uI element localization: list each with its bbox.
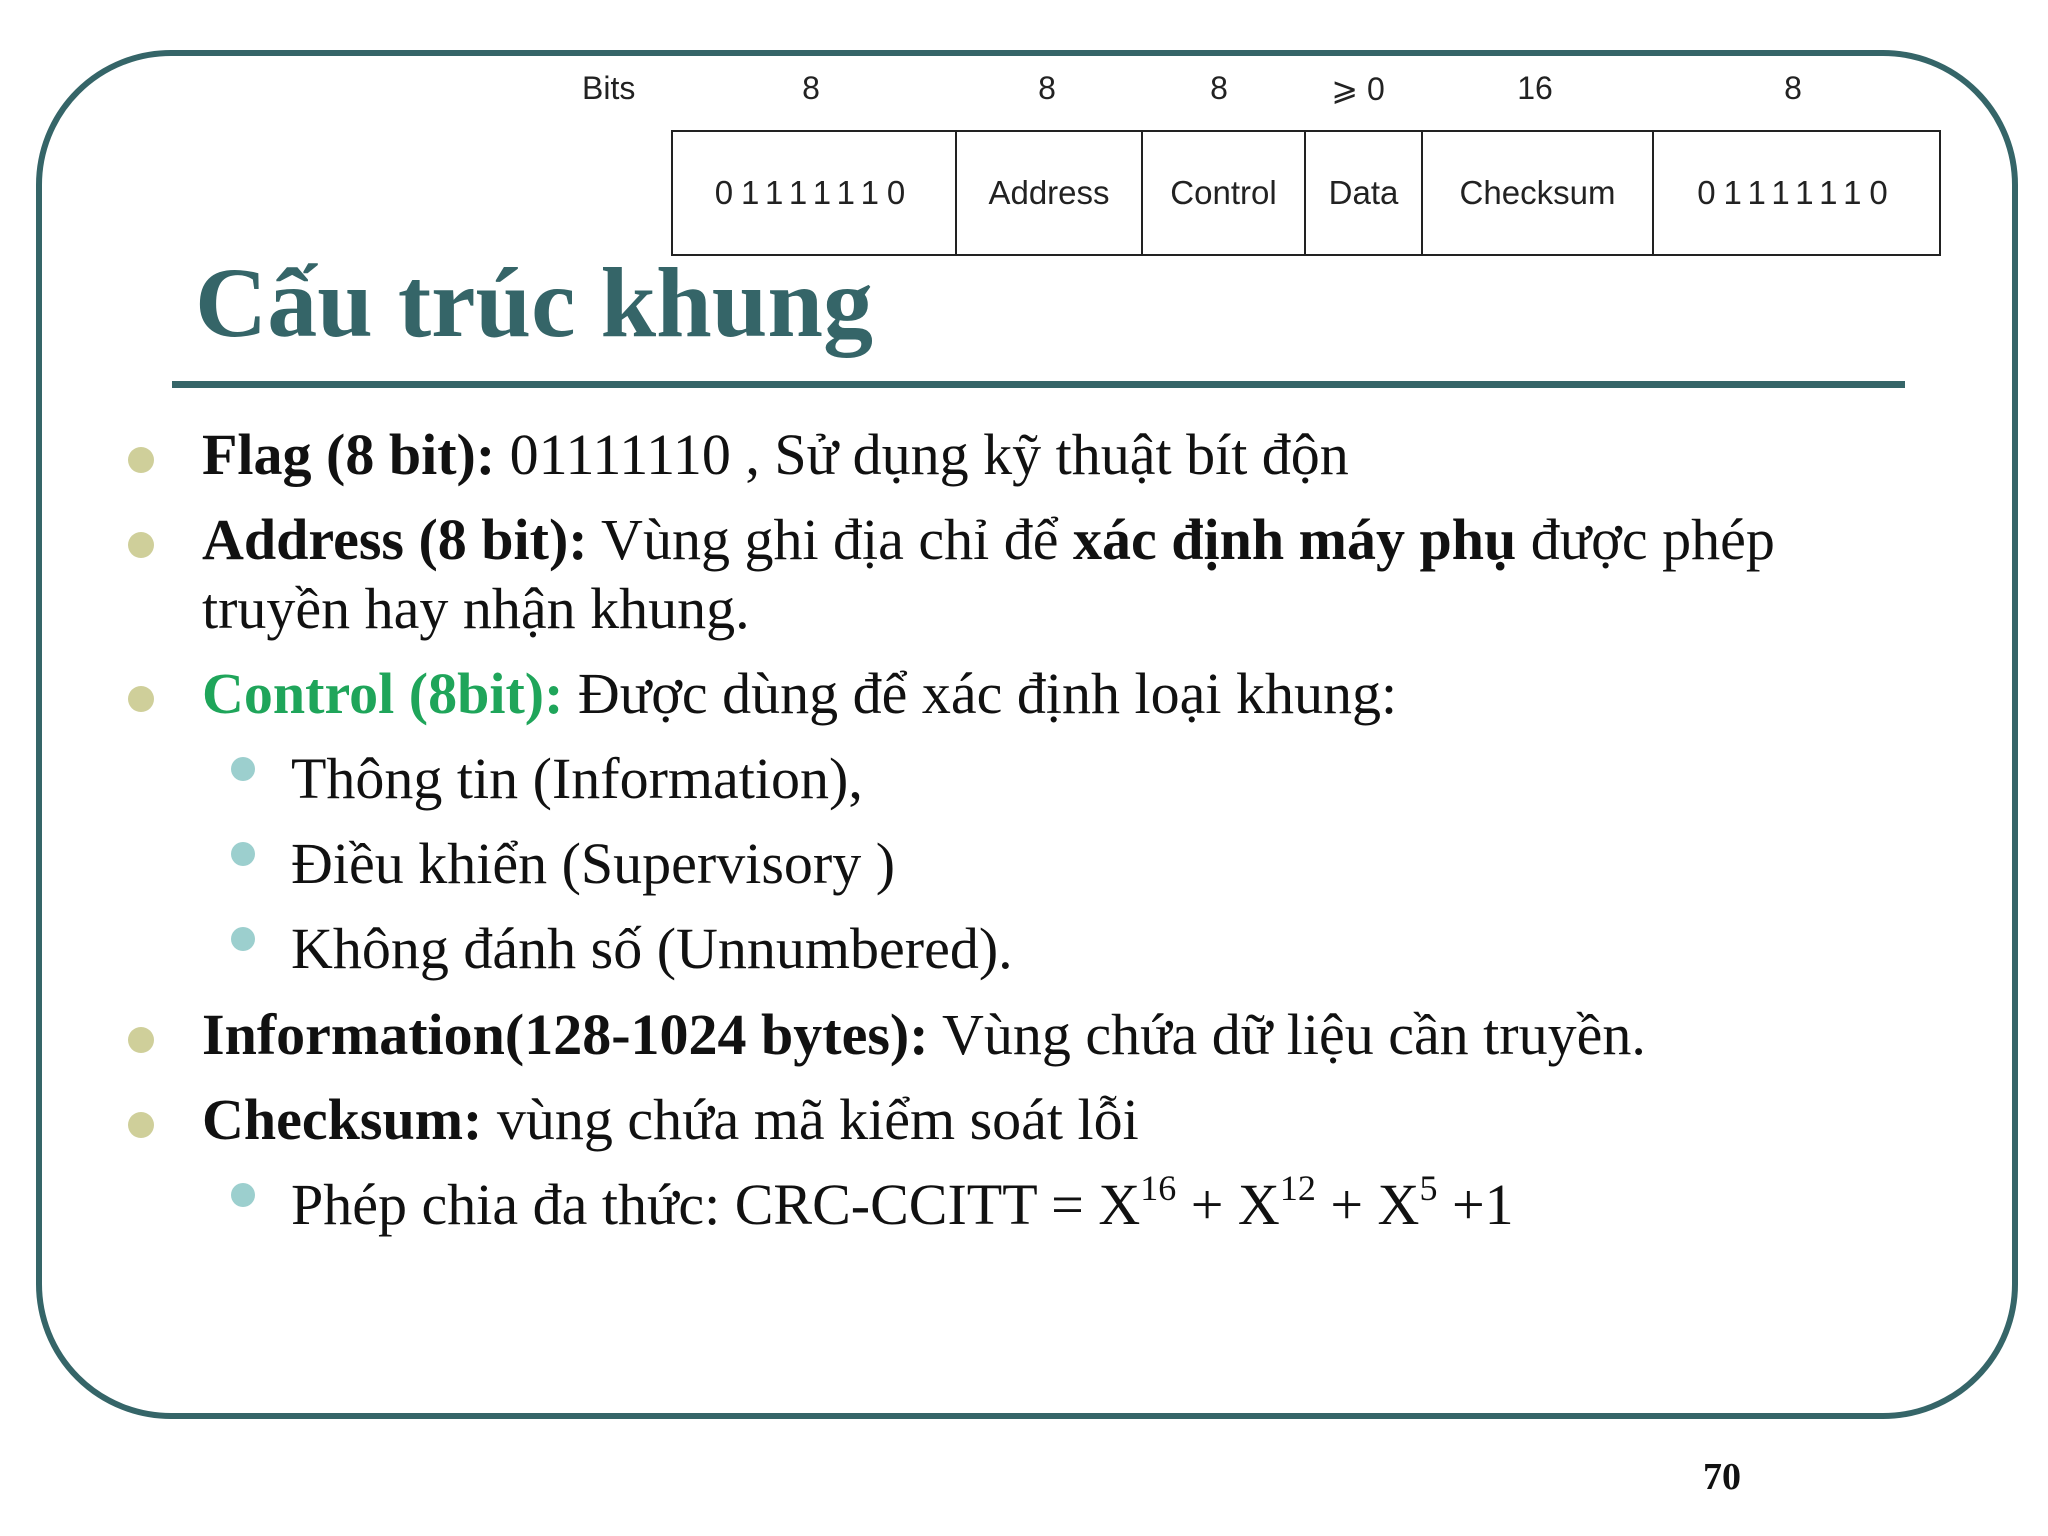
field-address: Address bbox=[957, 132, 1143, 254]
bits-data: ⩾ 0 bbox=[1331, 71, 1385, 107]
sub-bullet-unnumbered: Không đánh số (Unnumbered). bbox=[291, 916, 1013, 981]
bits-flag-start: 8 bbox=[802, 70, 820, 106]
bullet-dot bbox=[128, 1027, 154, 1053]
field-flag-end: 01111110 bbox=[1697, 174, 1896, 211]
bullet-label: Control (8bit): bbox=[202, 661, 564, 726]
bullet-label: Flag (8 bit): bbox=[202, 422, 496, 487]
sub-bullet-crc-formula bbox=[291, 1167, 1514, 1238]
bullet-dot bbox=[128, 1112, 154, 1138]
frame-structure-diagram bbox=[671, 130, 1941, 256]
bullet-checksum bbox=[202, 1087, 1139, 1153]
formula-prefix: Phép chia đa thức: CRC-CCITT = X bbox=[291, 1172, 1141, 1237]
bullet-text: vùng chứa mã kiểm soát lỗi bbox=[482, 1087, 1139, 1152]
bits-flag-end: 8 bbox=[1784, 70, 1802, 106]
bullet-dot bbox=[128, 686, 154, 712]
formula-term: + X bbox=[1315, 1172, 1420, 1237]
bullet-dot bbox=[128, 447, 154, 473]
formula-exponent: 5 bbox=[1419, 1167, 1438, 1208]
title-underline bbox=[172, 381, 1905, 388]
bullet-text: Vùng chứa dữ liệu cần truyền. bbox=[928, 1002, 1646, 1067]
bits-address: 8 bbox=[1038, 70, 1056, 106]
field-flag-start: 01111110 bbox=[673, 132, 957, 254]
bullet-label: Information(128-1024 bytes): bbox=[202, 1002, 929, 1067]
bullet-emphasis: xác định máy phụ bbox=[1073, 507, 1517, 572]
field-checksum: Checksum bbox=[1423, 132, 1654, 254]
bullet-label: Checksum: bbox=[202, 1087, 483, 1152]
bullet-flag bbox=[202, 422, 1349, 488]
formula-tail: +1 bbox=[1437, 1172, 1514, 1237]
sub-bullet-information: Thông tin (Information), bbox=[291, 746, 863, 811]
field-control: Control bbox=[1143, 132, 1306, 254]
slide-title: Cấu trúc khung bbox=[195, 247, 873, 358]
bullet-label: Address (8 bit): bbox=[202, 507, 588, 572]
bullet-text: Được dùng để xác định loại khung: bbox=[563, 661, 1398, 726]
sub-bullet-dot bbox=[231, 1183, 255, 1207]
bits-label: Bits bbox=[582, 70, 636, 106]
sub-bullet-supervisory: Điều khiển (Supervisory ) bbox=[291, 831, 896, 896]
bullet-address bbox=[202, 507, 1775, 573]
bullet-dot bbox=[128, 532, 154, 558]
bullet-control bbox=[202, 661, 1397, 727]
bullet-information bbox=[202, 1002, 1646, 1068]
formula-exponent: 12 bbox=[1279, 1167, 1316, 1208]
sub-bullet-dot bbox=[231, 842, 255, 866]
bits-checksum: 16 bbox=[1517, 70, 1553, 106]
sub-bullet-dot bbox=[231, 927, 255, 951]
formula-term: + X bbox=[1176, 1172, 1280, 1237]
formula-exponent: 16 bbox=[1140, 1167, 1177, 1208]
page-number: 70 bbox=[1703, 1456, 1741, 1498]
bullet-text: 01111110 , Sử dụng kỹ thuật bít độn bbox=[495, 422, 1349, 487]
sub-bullet-dot bbox=[231, 757, 255, 781]
field-data: Data bbox=[1306, 132, 1423, 254]
bullet-address-continuation: truyền hay nhận khung. bbox=[202, 576, 750, 641]
bits-control: 8 bbox=[1210, 70, 1228, 106]
bullet-text: Vùng ghi địa chỉ để bbox=[587, 507, 1074, 572]
bullet-text: được phép bbox=[1516, 507, 1775, 572]
